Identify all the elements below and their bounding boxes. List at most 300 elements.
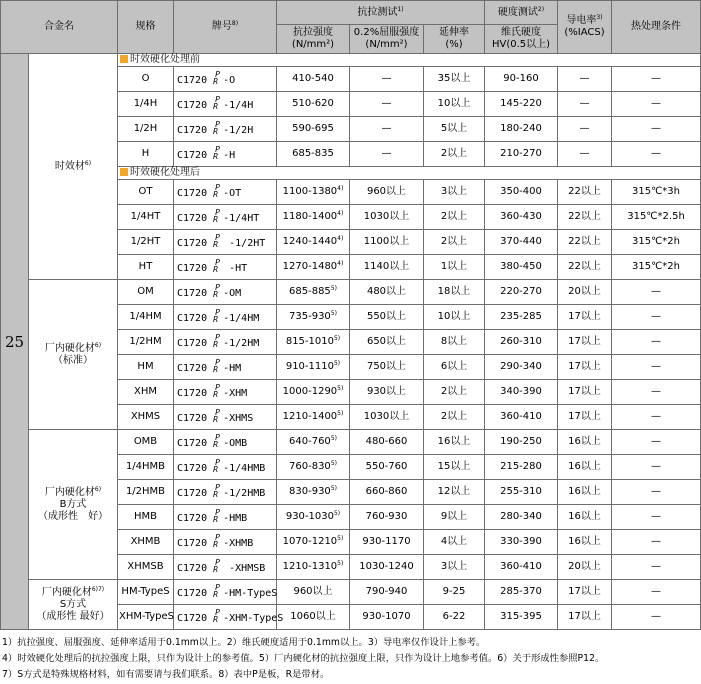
pr-form-mark bbox=[213, 357, 223, 374]
tensile-value: 1100-1380 bbox=[282, 186, 338, 197]
tensile-strength-cell bbox=[277, 142, 350, 167]
header-cond-unit: (%IACS) bbox=[564, 27, 605, 38]
spec-cell: OT bbox=[118, 180, 174, 205]
elongation-cell: 2以上 bbox=[424, 380, 485, 405]
elongation-cell: 18以上 bbox=[424, 280, 485, 305]
mark-prefix: C1720 bbox=[177, 387, 214, 399]
heat-treatment-cell: — bbox=[612, 355, 701, 380]
spec-cell: 1/2HM bbox=[118, 330, 174, 355]
tensile-value: 640-760 bbox=[289, 436, 331, 447]
conductivity-cell: 20以上 bbox=[558, 555, 612, 580]
table-row bbox=[1, 580, 701, 605]
tensile-value: 960以上 bbox=[293, 586, 333, 597]
mark-cell bbox=[174, 92, 277, 117]
strip-mark: R bbox=[213, 264, 218, 274]
alloy-number: 25 bbox=[1, 54, 29, 630]
heat-treatment-cell: — bbox=[612, 117, 701, 142]
plate-mark: P bbox=[215, 69, 220, 79]
plate-mark: P bbox=[215, 257, 220, 267]
mark-prefix: C1720 bbox=[177, 212, 214, 224]
footnote-line: 4）时效硬化处理后的抗拉强度上限，只作为设计上的参考值。5）厂内硬化材的抗拉强度上限，只作为设计上地参考值。6）关于形成性参照P12。 bbox=[2, 653, 605, 664]
mark-suffix: -HMB bbox=[223, 512, 248, 524]
vickers-cell: 220-270 bbox=[485, 280, 558, 305]
spec-cell: XHMB bbox=[118, 530, 174, 555]
heat-treatment-cell: — bbox=[612, 505, 701, 530]
vickers-cell: 315-395 bbox=[485, 605, 558, 630]
elongation-cell: 12以上 bbox=[424, 480, 485, 505]
header-heat-treatment: 热处理条件 bbox=[612, 1, 701, 54]
mark-cell bbox=[174, 405, 277, 430]
tensile-value: 590-695 bbox=[292, 123, 334, 134]
spec-cell: XHMS bbox=[118, 405, 174, 430]
mark-prefix: C1720 bbox=[177, 562, 214, 574]
tensile-sup: 4) bbox=[337, 185, 344, 192]
pr-form-mark bbox=[213, 457, 223, 474]
elongation-cell: 10以上 bbox=[424, 92, 485, 117]
mark-suffix: -OT bbox=[223, 187, 242, 199]
tensile-value: 1270-1480 bbox=[282, 261, 338, 272]
elongation-cell: 15以上 bbox=[424, 455, 485, 480]
header-tensile-strength bbox=[277, 25, 350, 54]
mark-prefix: C1720 bbox=[177, 462, 214, 474]
vickers-cell: 370-440 bbox=[485, 230, 558, 255]
orange-square-icon bbox=[120, 55, 128, 63]
mark-suffix: -XHM bbox=[223, 387, 248, 399]
conductivity-cell: 22以上 bbox=[558, 180, 612, 205]
plate-mark: P bbox=[215, 332, 220, 342]
pr-form-mark bbox=[213, 482, 223, 499]
tensile-strength-cell bbox=[277, 255, 350, 280]
yield-cell: 660-860 bbox=[350, 480, 424, 505]
heat-treatment-cell: — bbox=[612, 530, 701, 555]
group-line: 厂内硬化材 bbox=[41, 586, 92, 598]
heat-treatment-cell: 315℃*2h bbox=[612, 230, 701, 255]
mark-cell bbox=[174, 180, 277, 205]
mark-cell bbox=[174, 67, 277, 92]
strip-mark: R bbox=[213, 151, 218, 161]
tensile-strength-cell bbox=[277, 405, 350, 430]
mark-cell bbox=[174, 555, 277, 580]
group-aged-label: 时效材 bbox=[54, 160, 85, 172]
header-mark-label: 牌号 bbox=[211, 21, 232, 32]
mark-cell bbox=[174, 505, 277, 530]
group-sup: 6) bbox=[94, 341, 102, 349]
mark-prefix: C1720 bbox=[177, 287, 214, 299]
header-ts-unit: (N/mm²) bbox=[291, 39, 335, 50]
mark-suffix: -XHM-TypeS bbox=[223, 612, 284, 624]
section-after-aging bbox=[118, 167, 701, 180]
tensile-value: 735-930 bbox=[289, 311, 331, 322]
strip-mark: R bbox=[213, 464, 218, 474]
footnote-line: 1）抗拉强度、屈服强度、延伸率适用于0.1mm以上。2）维氏硬度适用于0.1mm以上。3）导电率仅作设计上参考。 bbox=[2, 637, 486, 648]
tensile-value: 1210-1400 bbox=[282, 411, 338, 422]
plate-mark: P bbox=[215, 144, 220, 154]
plate-mark: P bbox=[215, 119, 220, 129]
spec-cell: OM bbox=[118, 280, 174, 305]
spec-cell: 1/4HMB bbox=[118, 455, 174, 480]
conductivity-cell: — bbox=[558, 92, 612, 117]
elongation-cell: 2以上 bbox=[424, 230, 485, 255]
yield-cell: 1030-1240 bbox=[350, 555, 424, 580]
tensile-strength-cell bbox=[277, 505, 350, 530]
header-tensile-test bbox=[277, 1, 485, 25]
table-row bbox=[1, 430, 701, 455]
elongation-cell: 4以上 bbox=[424, 530, 485, 555]
footnote-line: 7）S方式是特殊规格材料，如有需要请与我们联系。8）表中P是板，R是带材。 bbox=[2, 669, 330, 680]
header-tensile-label: 抗拉测试 bbox=[357, 6, 398, 18]
tensile-strength-cell bbox=[277, 117, 350, 142]
spec-cell: HT bbox=[118, 255, 174, 280]
tensile-value: 830-930 bbox=[289, 486, 331, 497]
mark-suffix: -1/4HM bbox=[223, 312, 260, 324]
section-before-label: 时效硬化处理前 bbox=[130, 54, 200, 65]
vickers-cell: 280-340 bbox=[485, 505, 558, 530]
tensile-strength-cell bbox=[277, 280, 350, 305]
footnotes bbox=[2, 635, 698, 683]
plate-mark: P bbox=[215, 557, 220, 567]
tensile-value: 1000-1290 bbox=[282, 386, 338, 397]
tensile-sup: 5) bbox=[330, 285, 337, 292]
conductivity-cell: 16以上 bbox=[558, 480, 612, 505]
heat-treatment-cell: — bbox=[612, 455, 701, 480]
group-sup: 6) bbox=[94, 485, 102, 493]
mark-prefix: C1720 bbox=[177, 149, 214, 161]
tensile-strength-cell bbox=[277, 330, 350, 355]
vickers-cell: 215-280 bbox=[485, 455, 558, 480]
vickers-cell: 360-430 bbox=[485, 205, 558, 230]
pr-form-mark bbox=[213, 144, 223, 161]
mark-prefix: C1720 bbox=[177, 537, 214, 549]
mark-suffix: -1/4HMB bbox=[223, 462, 266, 474]
tensile-sup: 5) bbox=[330, 310, 337, 317]
conductivity-cell: 17以上 bbox=[558, 330, 612, 355]
pr-form-mark bbox=[213, 207, 223, 224]
mark-prefix: C1720 bbox=[177, 512, 214, 524]
heat-treatment-cell: — bbox=[612, 430, 701, 455]
header-spec: 规格 bbox=[118, 1, 174, 54]
heat-treatment-cell: — bbox=[612, 92, 701, 117]
tensile-value: 685-885 bbox=[289, 286, 331, 297]
pr-form-mark bbox=[213, 607, 223, 624]
mark-suffix: -HM-TypeS bbox=[223, 587, 278, 599]
tensile-strength-cell bbox=[277, 205, 350, 230]
plate-mark: P bbox=[215, 507, 220, 517]
tensile-value: 410-540 bbox=[292, 73, 334, 84]
mark-suffix: -O bbox=[223, 74, 236, 86]
strip-mark: R bbox=[213, 564, 218, 574]
pr-form-mark bbox=[213, 94, 223, 111]
plate-mark: P bbox=[215, 207, 220, 217]
elongation-cell: 35以上 bbox=[424, 67, 485, 92]
header-yield-strength bbox=[350, 25, 424, 54]
tensile-value: 1180-1400 bbox=[282, 211, 338, 222]
tensile-strength-cell bbox=[277, 305, 350, 330]
mark-cell bbox=[174, 455, 277, 480]
plate-mark: P bbox=[215, 94, 220, 104]
header-ts-label: 抗拉强度 bbox=[293, 27, 333, 38]
spec-cell: OMB bbox=[118, 430, 174, 455]
elongation-cell: 16以上 bbox=[424, 430, 485, 455]
header-el-label: 延伸率 bbox=[439, 27, 469, 38]
mark-cell bbox=[174, 605, 284, 630]
header-cond-sup: 3) bbox=[596, 14, 603, 21]
mark-prefix: C1720 bbox=[177, 74, 214, 86]
header-ys-label: 0.2%屈服强度 bbox=[353, 27, 420, 38]
tensile-value: 1060以上 bbox=[290, 611, 336, 622]
header-vickers bbox=[485, 25, 558, 54]
conductivity-cell: 17以上 bbox=[558, 580, 612, 605]
pr-form-mark bbox=[213, 407, 223, 424]
conductivity-cell: 22以上 bbox=[558, 230, 612, 255]
tensile-strength-cell bbox=[277, 180, 350, 205]
tensile-strength-cell bbox=[277, 555, 350, 580]
mark-cell bbox=[174, 280, 277, 305]
tensile-strength-cell bbox=[277, 530, 350, 555]
elongation-cell: 2以上 bbox=[424, 142, 485, 167]
pr-form-mark bbox=[213, 232, 223, 249]
tensile-sup: 5) bbox=[337, 410, 344, 417]
tensile-strength-cell bbox=[277, 580, 350, 605]
elongation-cell: 3以上 bbox=[424, 180, 485, 205]
mark-prefix: C1720 bbox=[177, 337, 214, 349]
mark-cell bbox=[174, 530, 277, 555]
tensile-sup: 5) bbox=[337, 385, 344, 392]
orange-square-icon bbox=[120, 168, 128, 176]
conductivity-cell: 16以上 bbox=[558, 430, 612, 455]
group-line: S方式 bbox=[59, 598, 87, 610]
conductivity-cell: 16以上 bbox=[558, 505, 612, 530]
vickers-cell: 380-450 bbox=[485, 255, 558, 280]
pr-form-mark bbox=[213, 582, 223, 599]
header-mark bbox=[174, 1, 277, 54]
tensile-sup: 5) bbox=[333, 335, 341, 342]
table-row bbox=[1, 280, 701, 305]
yield-cell: — bbox=[350, 117, 424, 142]
mark-cell bbox=[174, 580, 277, 605]
group-millS bbox=[29, 580, 118, 630]
tensile-strength-cell bbox=[277, 355, 350, 380]
mark-prefix: C1720 bbox=[177, 312, 214, 324]
heat-treatment-cell: — bbox=[612, 330, 701, 355]
strip-mark: R bbox=[213, 364, 218, 374]
pr-form-mark bbox=[213, 557, 223, 574]
yield-cell: 930以上 bbox=[350, 380, 424, 405]
yield-cell: 1030以上 bbox=[350, 205, 424, 230]
pr-form-mark bbox=[213, 307, 223, 324]
elongation-cell: 6以上 bbox=[424, 355, 485, 380]
tensile-value: 510-620 bbox=[292, 98, 334, 109]
mark-cell bbox=[174, 355, 277, 380]
elongation-cell: 2以上 bbox=[424, 405, 485, 430]
tensile-value: 760-830 bbox=[289, 461, 331, 472]
heat-treatment-cell: — bbox=[612, 480, 701, 505]
yield-cell: 550以上 bbox=[350, 305, 424, 330]
pr-form-mark bbox=[213, 69, 223, 86]
mark-prefix: C1720 bbox=[177, 262, 214, 274]
mark-suffix: -H bbox=[223, 149, 236, 161]
strip-mark: R bbox=[213, 289, 218, 299]
vickers-cell: 180-240 bbox=[485, 117, 558, 142]
mark-prefix: C1720 bbox=[177, 612, 214, 624]
tensile-sup: 4) bbox=[337, 210, 344, 217]
header-cond-label: 导电率 bbox=[566, 15, 597, 26]
tensile-sup: 5) bbox=[330, 485, 337, 492]
spec-cell: HM bbox=[118, 355, 174, 380]
strip-mark: R bbox=[213, 489, 218, 499]
heat-treatment-cell: — bbox=[612, 380, 701, 405]
strip-mark: R bbox=[213, 439, 218, 449]
strip-mark: R bbox=[213, 539, 218, 549]
tensile-value: 1240-1440 bbox=[282, 236, 338, 247]
mark-suffix: -1/2HMB bbox=[223, 487, 266, 499]
elongation-cell: 6-22 bbox=[424, 605, 485, 630]
plate-mark: P bbox=[215, 582, 220, 592]
tensile-sup: 4) bbox=[337, 235, 344, 242]
pr-form-mark bbox=[213, 182, 223, 199]
yield-cell: — bbox=[350, 67, 424, 92]
yield-cell: 1140以上 bbox=[350, 255, 424, 280]
pr-form-mark bbox=[213, 332, 223, 349]
conductivity-cell: 22以上 bbox=[558, 255, 612, 280]
mark-suffix: -1/2HM bbox=[223, 337, 260, 349]
section-before-aging bbox=[118, 54, 701, 67]
pr-form-mark bbox=[213, 119, 223, 136]
mark-cell bbox=[174, 117, 277, 142]
spec-cell: XHMSB bbox=[118, 555, 174, 580]
group-line: （成形性 最好） bbox=[36, 610, 110, 622]
mark-prefix: C1720 bbox=[177, 124, 214, 136]
strip-mark: R bbox=[213, 314, 218, 324]
pr-form-mark bbox=[213, 507, 223, 524]
plate-mark: P bbox=[215, 307, 220, 317]
heat-treatment-cell: — bbox=[612, 580, 701, 605]
spec-cell: O bbox=[118, 67, 174, 92]
group-sup: 6)7) bbox=[91, 585, 105, 593]
mark-prefix: C1720 bbox=[177, 587, 214, 599]
conductivity-cell: 17以上 bbox=[558, 405, 612, 430]
conductivity-cell: 20以上 bbox=[558, 280, 612, 305]
tensile-strength-cell bbox=[277, 67, 350, 92]
group-line: 厂内硬化材 bbox=[44, 342, 95, 354]
mark-cell bbox=[174, 330, 277, 355]
strip-mark: R bbox=[213, 126, 218, 136]
header-mark-sup: 8) bbox=[231, 20, 239, 27]
heat-treatment-cell: 315℃*2.5h bbox=[612, 205, 701, 230]
group-line: 厂内硬化材 bbox=[44, 486, 95, 498]
plate-mark: P bbox=[215, 407, 220, 417]
mark-cell bbox=[174, 430, 277, 455]
conductivity-cell: — bbox=[558, 117, 612, 142]
group-mill bbox=[29, 280, 118, 430]
tensile-strength-cell bbox=[277, 380, 350, 405]
group-line: （标准） bbox=[53, 354, 93, 366]
mark-cell bbox=[174, 380, 277, 405]
mark-suffix: -XHMB bbox=[223, 537, 254, 549]
conductivity-cell: 16以上 bbox=[558, 530, 612, 555]
header-alloy-name: 合金名 bbox=[1, 1, 118, 54]
yield-cell: — bbox=[350, 142, 424, 167]
mark-suffix: -1/2H bbox=[223, 124, 254, 136]
yield-cell: 550-760 bbox=[350, 455, 424, 480]
conductivity-cell: 17以上 bbox=[558, 605, 612, 630]
heat-treatment-cell: — bbox=[612, 280, 701, 305]
vickers-cell: 145-220 bbox=[485, 92, 558, 117]
tensile-sup: 5) bbox=[333, 360, 341, 367]
heat-treatment-cell: 315℃*3h bbox=[612, 180, 701, 205]
strip-mark: R bbox=[213, 239, 218, 249]
header-tensile-sup: 1) bbox=[397, 5, 404, 13]
vickers-cell: 260-310 bbox=[485, 330, 558, 355]
vickers-cell: 360-410 bbox=[485, 405, 558, 430]
tensile-strength-cell bbox=[277, 480, 350, 505]
elongation-cell: 2以上 bbox=[424, 205, 485, 230]
vickers-cell: 235-285 bbox=[485, 305, 558, 330]
mark-suffix: -HT bbox=[223, 262, 248, 274]
elongation-cell: 10以上 bbox=[424, 305, 485, 330]
yield-cell: 960以上 bbox=[350, 180, 424, 205]
mark-cell bbox=[174, 230, 277, 255]
spec-cell: XHM bbox=[118, 380, 174, 405]
tensile-sup: 5) bbox=[333, 510, 341, 517]
group-aged bbox=[29, 54, 118, 280]
conductivity-cell: 17以上 bbox=[558, 380, 612, 405]
group-aged-sup: 6) bbox=[84, 159, 92, 167]
vickers-cell: 190-250 bbox=[485, 430, 558, 455]
heat-treatment-cell: — bbox=[612, 67, 701, 92]
spec-cell: 1/2HT bbox=[118, 230, 174, 255]
mark-cell bbox=[174, 205, 277, 230]
strip-mark: R bbox=[213, 514, 218, 524]
header-hv-unit: HV(0.5以上) bbox=[491, 39, 551, 50]
heat-treatment-cell: — bbox=[612, 605, 701, 630]
tensile-value: 910-1110 bbox=[285, 361, 334, 372]
vickers-cell: 285-370 bbox=[485, 580, 558, 605]
strip-mark: R bbox=[213, 101, 218, 111]
mark-suffix: -1/2HT bbox=[223, 237, 266, 249]
strip-mark: R bbox=[213, 389, 218, 399]
elongation-cell: 9-25 bbox=[424, 580, 485, 605]
strip-mark: R bbox=[213, 214, 218, 224]
elongation-cell: 1以上 bbox=[424, 255, 485, 280]
conductivity-cell: — bbox=[558, 142, 612, 167]
strip-mark: R bbox=[213, 339, 218, 349]
mark-cell bbox=[174, 305, 277, 330]
mark-cell bbox=[174, 142, 277, 167]
header-ys-unit: (N/mm²) bbox=[365, 39, 408, 50]
yield-cell: 750以上 bbox=[350, 355, 424, 380]
group-line: B方式 bbox=[59, 498, 87, 510]
header-hardness-label: 硬度测试 bbox=[497, 6, 538, 18]
tensile-value: 1070-1210 bbox=[282, 536, 338, 547]
yield-cell: — bbox=[350, 92, 424, 117]
yield-cell: 930-1070 bbox=[350, 605, 424, 630]
plate-mark: P bbox=[215, 357, 220, 367]
elongation-cell: 8以上 bbox=[424, 330, 485, 355]
mark-prefix: C1720 bbox=[177, 412, 214, 424]
strip-mark: R bbox=[213, 189, 218, 199]
vickers-cell: 360-410 bbox=[485, 555, 558, 580]
vickers-cell: 340-390 bbox=[485, 380, 558, 405]
mark-suffix: -1/4H bbox=[223, 99, 254, 111]
elongation-cell: 3以上 bbox=[424, 555, 485, 580]
plate-mark: P bbox=[215, 457, 220, 467]
tensile-sup: 5) bbox=[337, 560, 344, 567]
mark-suffix: -OM bbox=[223, 287, 242, 299]
heat-treatment-cell: 315℃*2h bbox=[612, 255, 701, 280]
yield-cell: 480以上 bbox=[350, 280, 424, 305]
plate-mark: P bbox=[215, 432, 220, 442]
pr-form-mark bbox=[213, 257, 223, 274]
